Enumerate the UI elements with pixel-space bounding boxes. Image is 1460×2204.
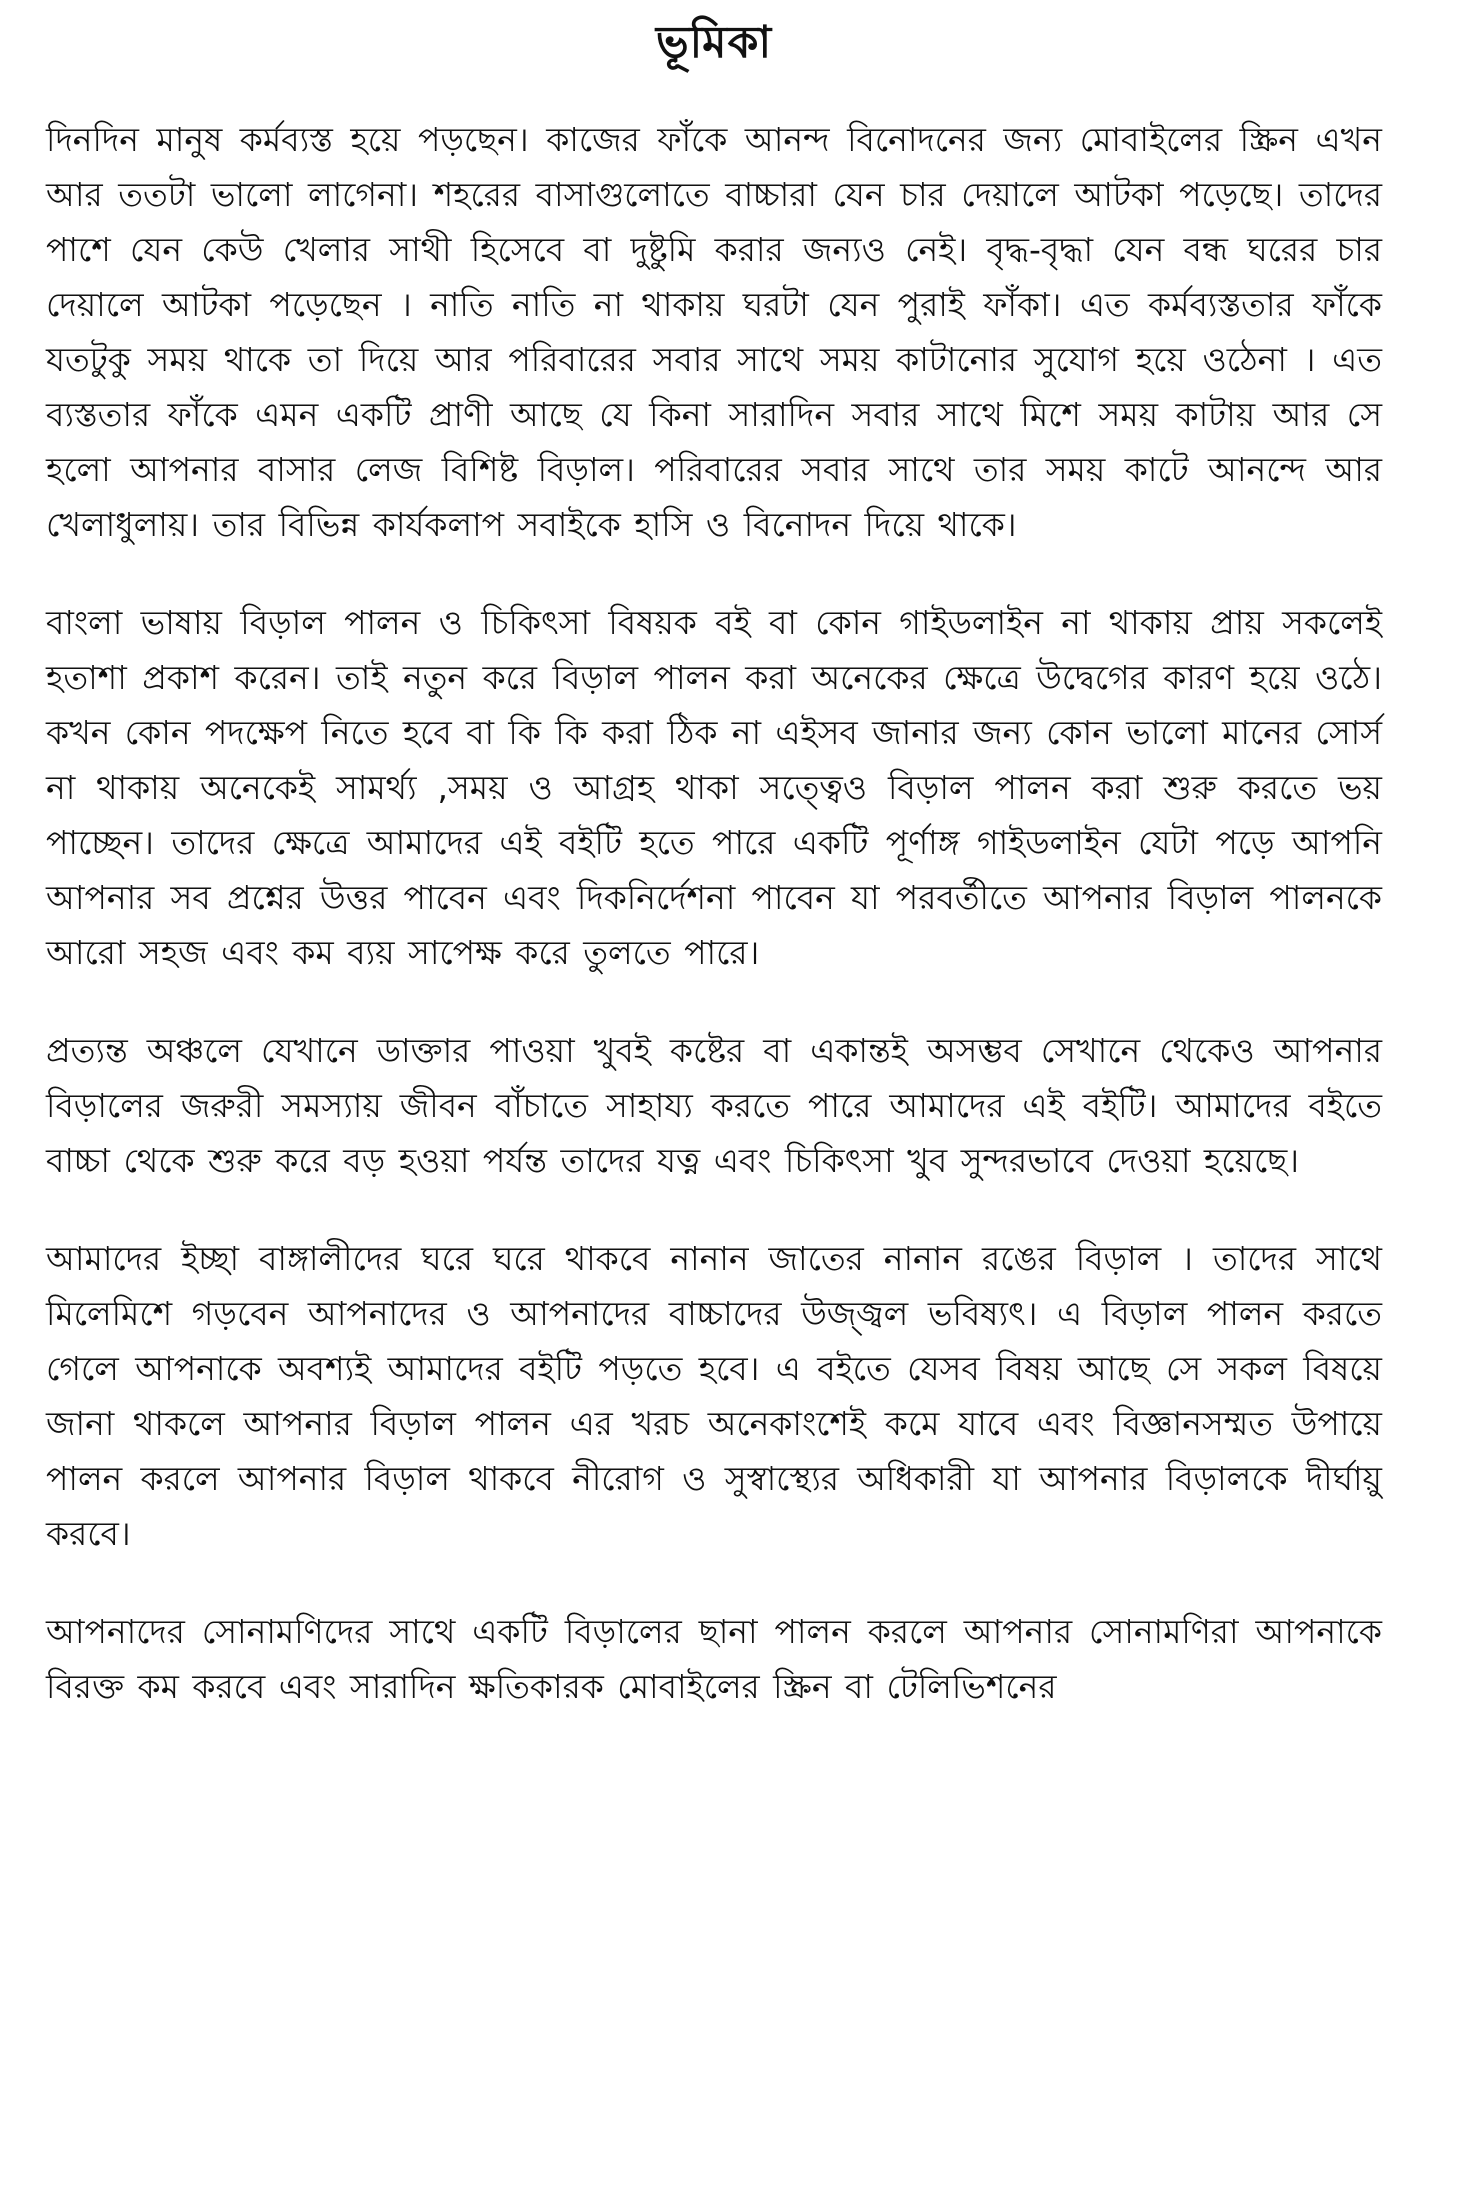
paragraph-3: প্রত্যন্ত অঞ্চলে যেখানে ডাক্তার পাওয়া খুবই কষ্টের বা একান্তই অসম্ভব সেখানে থেকেও আপনার বিড়ালের জরুরী সমস্যায় জীবন বাঁচাতে সাহায্য করতে পারে আমাদের এই বইটি। আমাদের বইতে বাচ্চা থেকে শুরু করে বড় হওয়া পর্যন্ত তাদের যত্ন এবং চিকিৎসা খুব সুন্দরভাবে দেওয়া হয়েছে।: [46, 1031, 1382, 1180]
paragraph-4: আমাদের ইচ্ছা বাঙ্গালীদের ঘরে ঘরে থাকবে নানান জাতের নানান রঙের বিড়াল । তাদের সাথে মিলেমিশে গড়বেন আপনাদের ও আপনাদের বাচ্চাদের উজ্জ্বল ভবিষ্যৎ। এ বিড়াল পালন করতে গেলে আপনাকে অবশ্যই আমাদের বইটি পড়তে হবে। এ বইতে যেসব বিষয় আছে সে সকল বিষয়ে জানা থাকলে আপনার বিড়াল পালন এর খরচ অনেকাংশেই কমে যাবে এবং বিজ্ঞানসম্মত উপায়ে পালন করলে আপনার বিড়াল থাকবে নীরোগ ও সুস্বাস্থ্যের অধিকারী যা আপনার বিড়ালকে দীর্ঘায়ু করবে।: [46, 1239, 1382, 1553]
paragraph-5: আপনাদের সোনামণিদের সাথে একটি বিড়ালের ছানা পালন করলে আপনার সোনামণিরা আপনাকে বিরক্ত কম করবে এবং সারাদিন ক্ষতিকারক মোবাইলের স্ক্রিন বা টেলিভিশনের: [46, 1612, 1382, 1706]
page-title: ভূমিকা: [655, 17, 773, 68]
paragraph-2: বাংলা ভাষায় বিড়াল পালন ও চিকিৎসা বিষয়ক বই বা কোন গাইডলাইন না থাকায় প্রায় সকলেই হতাশা প্রকাশ করেন। তাই নতুন করে বিড়াল পালন করা অনেকের ক্ষেত্রে উদ্বেগের কারণ হয়ে ওঠে। কখন কোন পদক্ষেপ নিতে হবে বা কি কি করা ঠিক না এইসব জানার জন্য কোন ভালো মানের সোর্স না থাকায় অনেকেই সামর্থ্য ,সময় ও আগ্রহ থাকা সত্ত্বেও বিড়াল পালন করা শুরু করতে ভয় পাচ্ছেন। তাদের ক্ষেত্রে আমাদের এই বইটি হতে পারে একটি পূর্ণাঙ্গ গাইডলাইন যেটা পড়ে আপনি আপনার সব প্রশ্নের উত্তর পাবেন এবং দিকনির্দেশনা পাবেন যা পরবর্তীতে আপনার বিড়াল পালনকে আরো সহজ এবং কম ব্যয় সাপেক্ষ করে তুলতে পারে।: [46, 603, 1382, 972]
paragraph-1: দিনদিন মানুষ কর্মব্যস্ত হয়ে পড়ছেন। কাজের ফাঁকে আনন্দ বিনোদনের জন্য মোবাইলের স্ক্রিন এখন আর ততটা ভালো লাগেনা। শহরের বাসাগুলোতে বাচ্চারা যেন চার দেয়ালে আটকা পড়েছে। তাদের পাশে যেন কেউ খেলার সাথী হিসেবে বা দুষ্টুমি করার জন্যও নেই। বৃদ্ধ-বৃদ্ধা যেন বন্ধ ঘরের চার দেয়ালে আটকা পড়েছেন । নাতি নাতি না থাকায় ঘরটা যেন পুরাই ফাঁকা। এত কর্মব্যস্ততার ফাঁকে যতটুকু সময় থাকে তা দিয়ে আর পরিবারের সবার সাথে সময় কাটানোর সুযোগ হয়ে ওঠেনা । এত ব্যস্ততার ফাঁকে এমন একটি প্রাণী আছে যে কিনা সারাদিন সবার সাথে মিশে সময় কাটায় আর সে হলো আপনার বাসার লেজ বিশিষ্ট বিড়াল। পরিবারের সবার সাথে তার সময় কাটে আনন্দে আর খেলাধুলায়। তার বিভিন্ন কার্যকলাপ সবাইকে হাসি ও বিনোদন দিয়ে থাকে।: [46, 120, 1382, 544]
